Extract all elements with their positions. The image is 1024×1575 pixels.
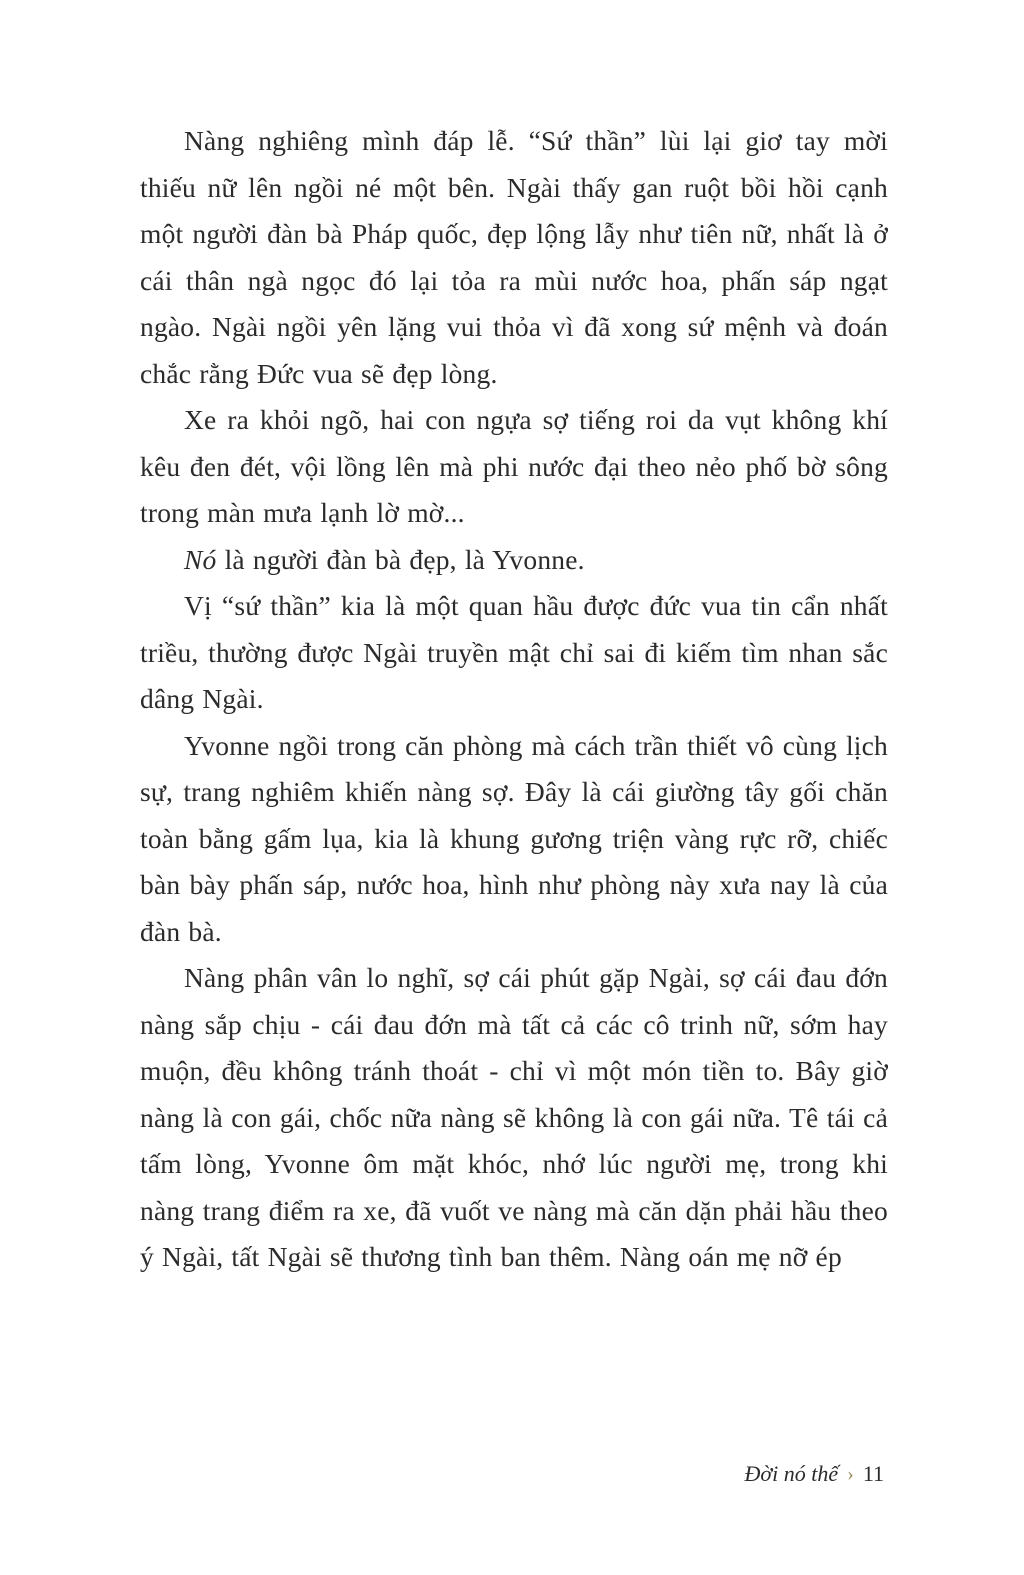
- paragraph-text: Vị “sứ thần” kia là một quan hầu được đức vua tin cẩn nhất triều, thường được Ngài truyền mật chỉ sai đi kiếm tìm nhan sắc dâng Ngài.: [140, 590, 888, 714]
- footer-book-title: Đời nó thế: [744, 1461, 839, 1486]
- paragraph: [140, 118, 888, 397]
- page-footer: [745, 1461, 884, 1487]
- paragraph-text: Xe ra khỏi ngõ, hai con ngựa sợ tiếng roi da vụt không khí kêu đen đét, vội lồng lên mà phi nước đại theo nẻo phố bờ sông trong màn mưa lạnh lờ mờ...: [140, 404, 888, 528]
- footer-separator-icon: ›: [847, 1463, 854, 1485]
- paragraph-text: Nàng nghiêng mình đáp lễ. “Sứ thần” lùi lại giơ tay mời thiếu nữ lên ngồi né một bên. Ngài thấy gan ruột bồi hồi cạnh một người đàn bà Pháp quốc, đẹp lộng lẫy như tiên nữ, nhất là ở cái thân ngà ngọc đó lại tỏa ra mùi nước hoa, phấn sáp ngạt ngào. Ngài ngồi yên lặng vui thỏa vì đã xong sứ mệnh và đoán chắc rằng Đức vua sẽ đẹp lòng.: [140, 125, 888, 389]
- paragraph: [140, 537, 888, 584]
- body-text: [140, 118, 888, 1281]
- paragraph-lead-italic: Nó: [184, 543, 217, 575]
- paragraph-text: Nàng phân vân lo nghĩ, sợ cái phút gặp Ngài, sợ cái đau đớn nàng sắp chịu - cái đau đớn mà tất cả các cô trinh nữ, sớm hay muộn, đều không tránh thoát - chỉ vì một món tiền to. Bây giờ nàng là con gái, chốc nữa nàng sẽ không là con gái nữa. Tê tái cả tấm lòng, Yvonne ôm mặt khóc, nhớ lúc người mẹ, trong khi nàng trang điểm ra xe, đã vuốt ve nàng mà căn dặn phải hầu theo ý Ngài, tất Ngài sẽ thương tình ban thêm. Nàng oán mẹ nỡ ép: [140, 962, 888, 1272]
- paragraph: [140, 583, 888, 723]
- footer-page-number: 11: [862, 1461, 884, 1486]
- paragraph: [140, 397, 888, 537]
- paragraph: [140, 723, 888, 956]
- paragraph-text: Yvonne ngồi trong căn phòng mà cách trần thiết vô cùng lịch sự, trang nghiêm khiến nàng sợ. Đây là cái giường tây gối chăn toàn bằng gấm lụa, kia là khung gương triện vàng rực rỡ, chiếc bàn bày phấn sáp, nước hoa, hình như phòng này xưa nay là của đàn bà.: [140, 729, 888, 947]
- paragraph-text: là người đàn bà đẹp, là Yvonne.: [216, 543, 585, 575]
- paragraph: [140, 955, 888, 1281]
